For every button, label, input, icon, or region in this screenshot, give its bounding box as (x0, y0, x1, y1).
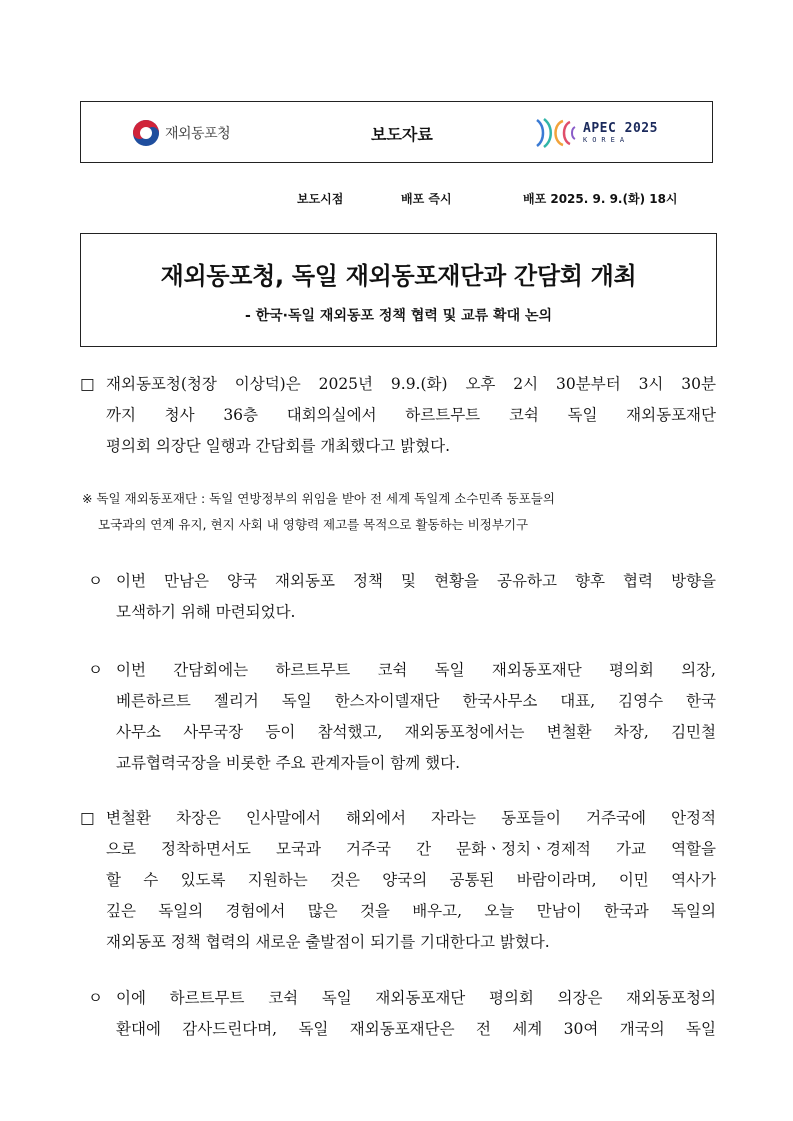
subtitle: - 한국·독일 재외동포 정책 협력 및 교류 확대 논의 (244, 308, 553, 324)
release-timing: 배포 즉시 (401, 192, 452, 206)
footnote (82, 486, 718, 538)
footnote-line: ※ 독일 재외동포재단 : 독일 연방정부의 위임을 받아 전 세계 독일계 소수민족 동포들의 (82, 491, 555, 506)
title-box (80, 233, 717, 347)
press-release-label: 보도자료 (371, 125, 433, 144)
release-info (0, 190, 793, 210)
square-bullet-icon: □ (80, 809, 95, 827)
paragraph-line: 깊은 독일의 경험에서 많은 것을 배우고, 오늘 만남이 한국과 독일의 (106, 902, 716, 920)
paragraph-line: 이에 하르트무트 코쉭 독일 재외동포재단 평의회 의장은 재외동포청의 (116, 989, 716, 1007)
paragraph-line: 할 수 있도록 지원하는 것은 양국의 공통된 바람이라며, 이민 역사가 (106, 871, 716, 889)
apec-title: APEC 2025 (583, 121, 658, 136)
agency-logo (133, 118, 230, 148)
paragraph-line: 베른하르트 젤리거 독일 한스자이델재단 한국사무소 대표, 김영수 한국 (116, 692, 716, 710)
paragraph-line: 재외동포청(청장 이상덕)은 2025년 9.9.(화) 오후 2시 30분부터 3시 30분 (106, 375, 716, 393)
footnote-line: 모국과의 연계 유지, 현지 사회 내 영향력 제고를 목적으로 활동하는 비정부기구 (98, 517, 529, 532)
circle-bullet-icon: ㅇ (88, 572, 103, 590)
paragraph-line: 평의회 의장단 일행과 간담회를 개최했다고 밝혔다. (106, 437, 450, 455)
paragraph-line: 으로 정착하면서도 모국과 거주국 간 문화ㆍ정치ㆍ경제적 가교 역할을 (106, 840, 716, 858)
circle-bullet-icon: ㅇ (88, 989, 103, 1007)
agency-name: 재외동포청 (165, 126, 231, 142)
circle-bullet-icon: ㅇ (88, 661, 103, 679)
taegeuk-icon (133, 120, 159, 146)
apec-logo (533, 116, 658, 150)
paragraph-4 (80, 803, 716, 958)
apec-mark-icon (533, 116, 579, 150)
paragraph-line: 까지 청사 36층 대회의실에서 하르트무트 코쉭 독일 재외동포재단 (106, 406, 716, 424)
square-bullet-icon: □ (80, 375, 95, 393)
paragraph-line: 재외동포 정책 협력의 새로운 출발점이 되기를 기대한다고 밝혔다. (106, 933, 550, 951)
paragraph-1 (80, 369, 716, 462)
paragraph-line: 교류협력국장을 비롯한 주요 관계자들이 함께 했다. (116, 754, 460, 772)
paragraph-line: 모색하기 위해 마련되었다. (116, 603, 296, 621)
paragraph-line: 변철환 차장은 인사말에서 해외에서 자라는 동포들이 거주국에 안정적 (106, 809, 716, 827)
press-header (80, 101, 713, 163)
paragraph-line: 환대에 감사드린다며, 독일 재외동포재단은 전 세계 30여 개국의 독일 (116, 1020, 716, 1038)
paragraph-5 (88, 983, 716, 1045)
paragraph-line: 이번 간담회에는 하르트무트 코쉭 독일 재외동포재단 평의회 의장, (116, 661, 716, 679)
apec-subtitle: KOREA (583, 136, 630, 144)
release-date: 배포 2025. 9. 9.(화) 18시 (523, 192, 678, 206)
main-title: 재외동포청, 독일 재외동포재단과 간담회 개최 (160, 262, 637, 290)
paragraph-2 (88, 566, 716, 628)
release-label: 보도시점 (297, 192, 344, 206)
paragraph-3 (88, 655, 716, 779)
paragraph-line: 사무소 사무국장 등이 참석했고, 재외동포청에서는 변철환 차장, 김민철 (116, 723, 716, 741)
paragraph-line: 이번 만남은 양국 재외동포 정책 및 현황을 공유하고 향후 협력 방향을 (116, 572, 716, 590)
